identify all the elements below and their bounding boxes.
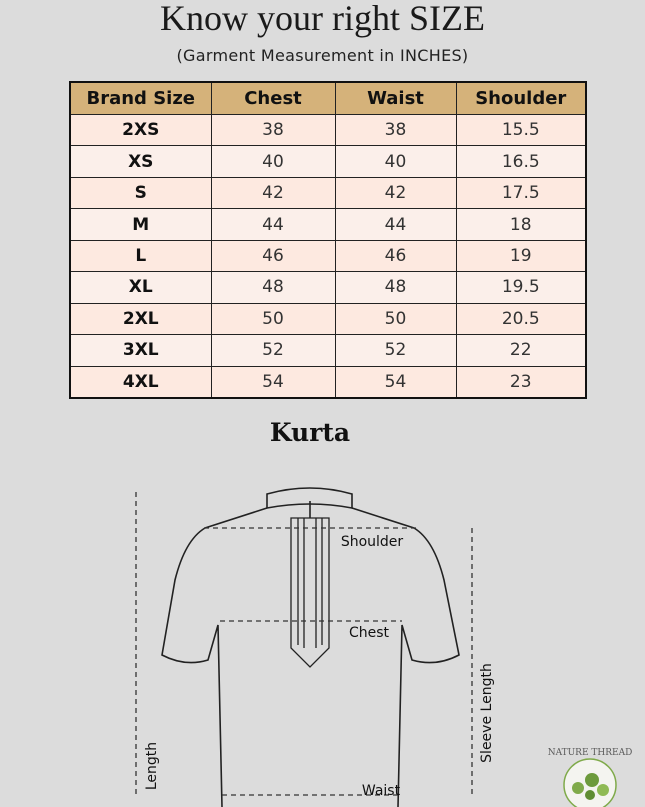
column-header-shoulder: Shoulder — [456, 82, 586, 115]
page-subtitle: (Garment Measurement in INCHES) — [176, 46, 469, 65]
table-row — [70, 209, 586, 240]
nature-thread-logo — [548, 748, 633, 807]
waist-cell: 40 — [335, 146, 456, 177]
shoulder-cell: 18 — [456, 209, 586, 240]
chest-cell: 48 — [211, 272, 335, 303]
chest-cell: 38 — [211, 115, 335, 146]
kurta-outline — [162, 488, 459, 807]
diagram-title: Kurta — [269, 418, 351, 447]
table-header-row — [70, 82, 586, 115]
shoulder-label: Shoulder — [340, 534, 404, 550]
column-header-chest: Chest — [211, 82, 335, 115]
size-cell: XS — [70, 146, 211, 177]
page-title: Know your right SIZE — [160, 0, 485, 38]
size-cell: S — [70, 177, 211, 208]
size-cell: 2XS — [70, 115, 211, 146]
waist-cell: 42 — [335, 177, 456, 208]
chest-cell: 44 — [211, 209, 335, 240]
waist-cell: 48 — [335, 272, 456, 303]
size-chart-table — [69, 81, 587, 399]
waist-label: Waist — [361, 783, 401, 799]
size-cell: 3XL — [70, 335, 211, 366]
kurta-measurement-diagram — [0, 470, 645, 807]
shoulder-cell: 17.5 — [456, 177, 586, 208]
shoulder-cell: 23 — [456, 366, 586, 398]
waist-cell: 44 — [335, 209, 456, 240]
table-row — [70, 115, 586, 146]
shoulder-cell: 20.5 — [456, 303, 586, 334]
size-cell: 2XL — [70, 303, 211, 334]
shoulder-cell: 16.5 — [456, 146, 586, 177]
chest-cell: 52 — [211, 335, 335, 366]
chest-cell: 46 — [211, 240, 335, 271]
size-cell: XL — [70, 272, 211, 303]
size-cell: M — [70, 209, 211, 240]
table-row — [70, 240, 586, 271]
table-row — [70, 366, 586, 398]
size-cell: 4XL — [70, 366, 211, 398]
table-row — [70, 272, 586, 303]
chest-cell: 40 — [211, 146, 335, 177]
waist-cell: 54 — [335, 366, 456, 398]
waist-cell: 46 — [335, 240, 456, 271]
sleeve-length-label: Sleeve Length — [479, 663, 495, 763]
table-row — [70, 303, 586, 334]
chest-cell: 54 — [211, 366, 335, 398]
shoulder-cell: 19.5 — [456, 272, 586, 303]
chest-cell: 50 — [211, 303, 335, 334]
table-row — [70, 146, 586, 177]
logo-text: NATURE THREAD — [547, 748, 633, 758]
table-row — [70, 177, 586, 208]
waist-cell: 38 — [335, 115, 456, 146]
waist-cell: 50 — [335, 303, 456, 334]
chest-cell: 42 — [211, 177, 335, 208]
size-cell: L — [70, 240, 211, 271]
shoulder-cell: 15.5 — [456, 115, 586, 146]
column-header-brand-size: Brand Size — [70, 82, 211, 115]
chest-label: Chest — [348, 625, 390, 641]
shoulder-cell: 19 — [456, 240, 586, 271]
table-row — [70, 335, 586, 366]
length-label: Length — [144, 741, 160, 791]
kurta-placket — [291, 518, 329, 667]
shoulder-cell: 22 — [456, 335, 586, 366]
waist-cell: 52 — [335, 335, 456, 366]
column-header-waist: Waist — [335, 82, 456, 115]
